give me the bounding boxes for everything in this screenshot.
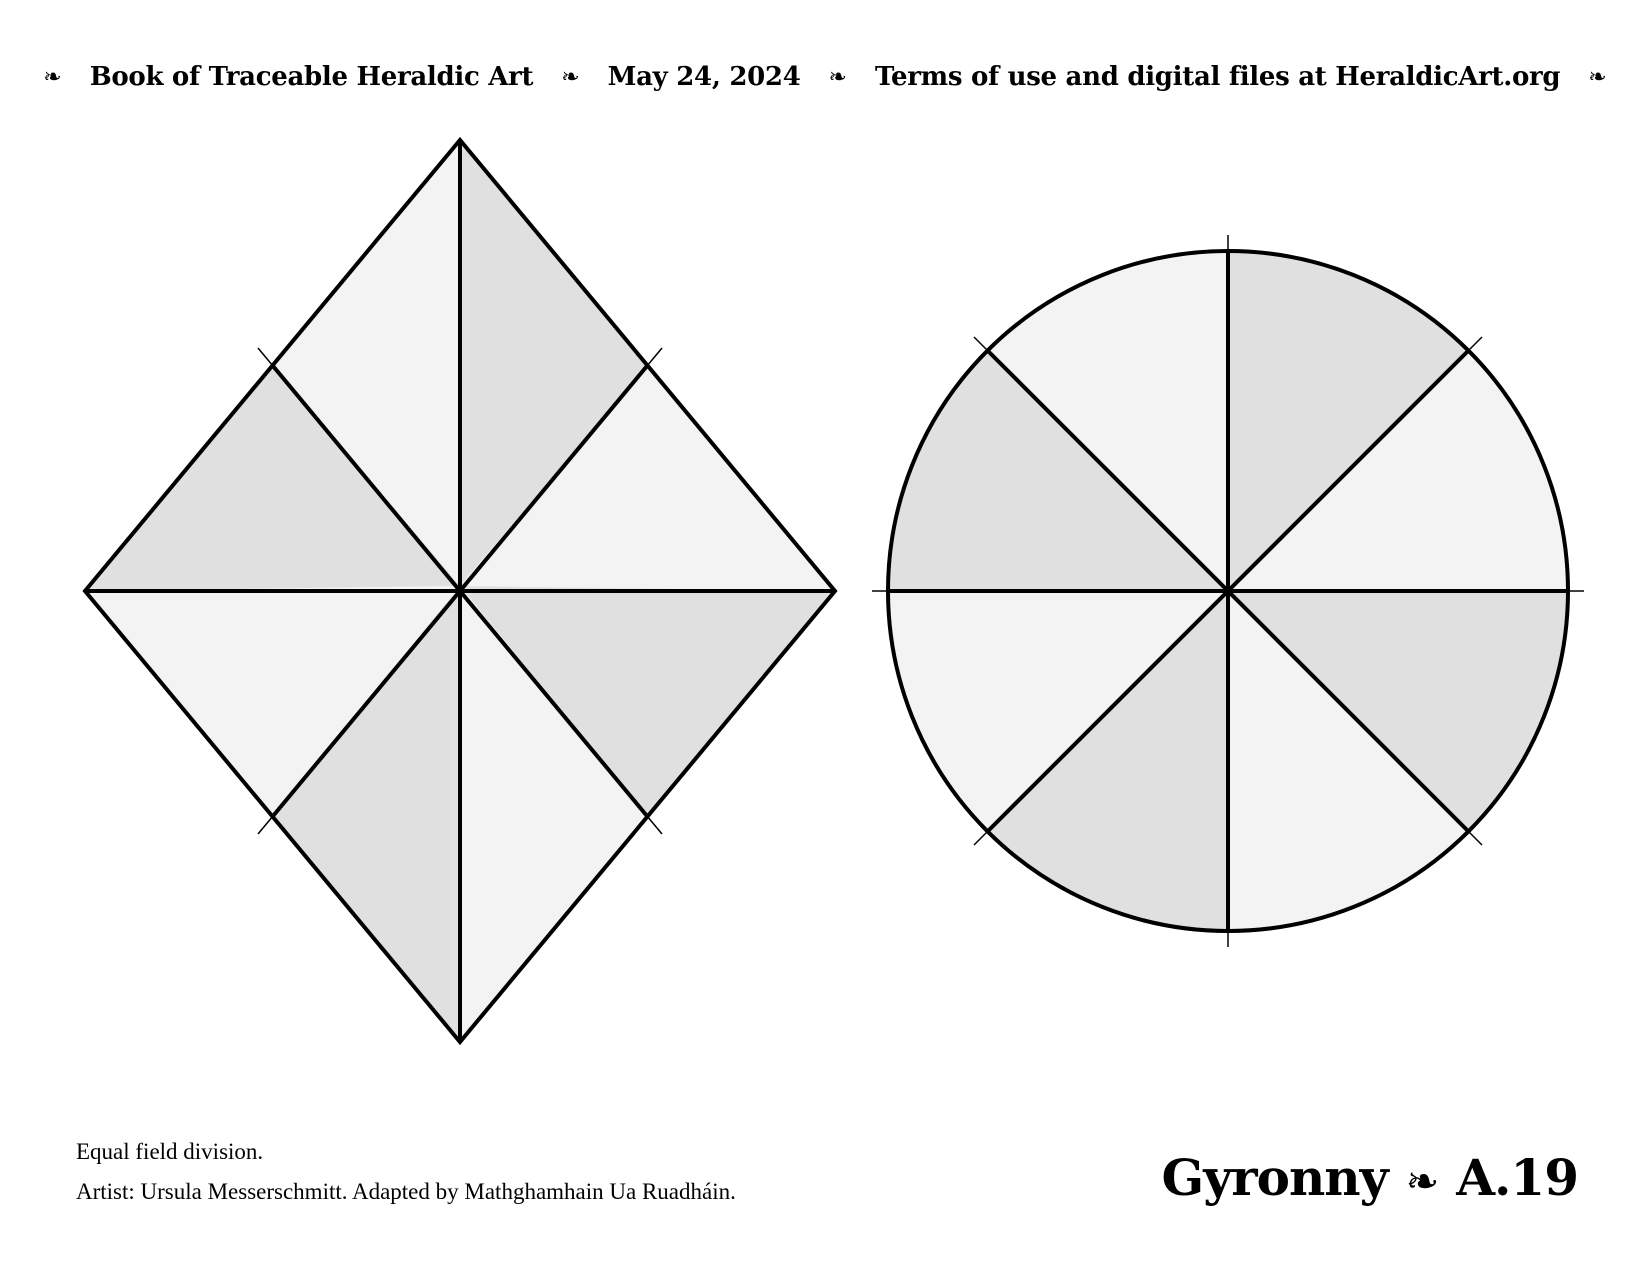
field-description: Equal field division. [76,1139,264,1164]
lozenge-outline [85,140,835,1042]
lozenge-figure [85,140,835,1042]
publication-date: May 24, 2024 [607,62,801,92]
plate-name: Gyronny [1161,1148,1388,1207]
fleuron-icon: ❧ [1405,1159,1439,1205]
plate-number: A.19 [1456,1148,1578,1207]
fleuron-icon: ❧ [1588,64,1607,90]
fleuron-icon: ❧ [828,64,847,90]
roundel-figure [872,235,1584,947]
fleuron-icon: ❧ [561,64,580,90]
terms-notice: Terms of use and digital files at HeraldicArt.org [874,62,1561,92]
book-title: Book of Traceable Heraldic Art [89,62,534,92]
artist-credits: Artist: Ursula Messerschmitt. Adapted by Mathghamhain Ua Ruadháin. [76,1179,736,1204]
fleuron-icon: ❧ [43,64,62,90]
plate-title [1162,1148,1579,1207]
footer-notes [76,1132,736,1212]
roundel-outline [888,251,1568,931]
